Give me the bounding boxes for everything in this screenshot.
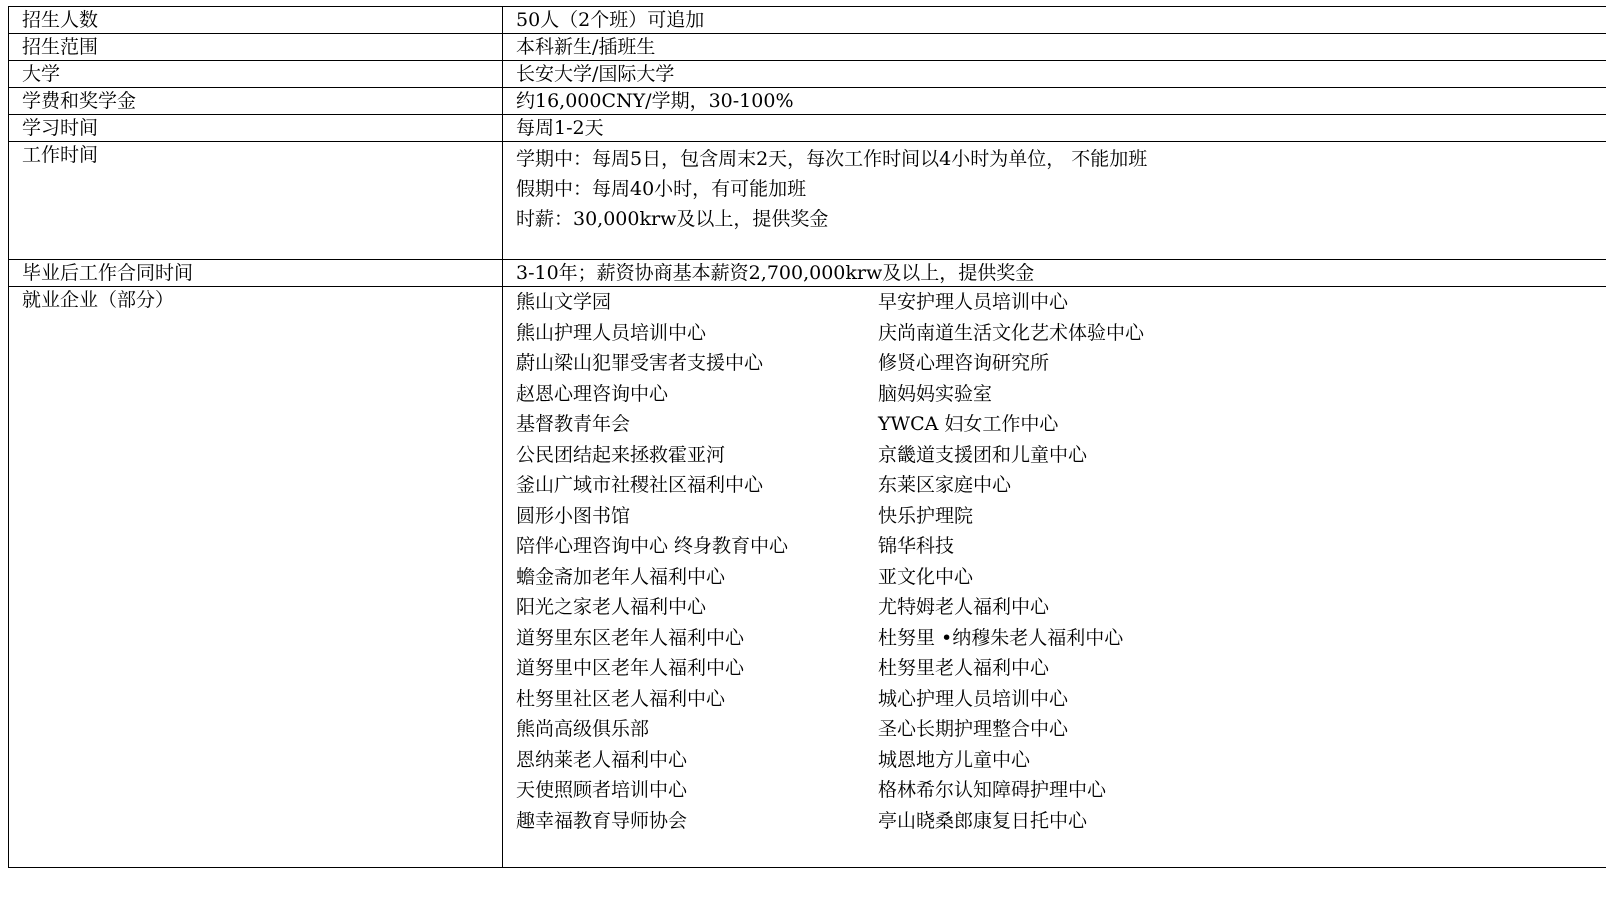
list-item: 熊山护理人员培训中心: [516, 321, 707, 344]
list-item: YWCA 妇女工作中心: [878, 413, 1059, 436]
list-item: 恩纳莱老人福利中心: [516, 748, 688, 771]
list-item: 锦华科技: [878, 535, 955, 558]
list-item: 公民团结起来拯救霍亚河: [516, 443, 726, 466]
list-item: 阳光之家老人福利中心: [516, 596, 707, 619]
scope-label: 招生范围: [9, 34, 503, 61]
list-item: 脑妈妈实验室: [878, 382, 993, 405]
work-time-line: 假期中：每周40小时，有可能加班: [516, 178, 807, 200]
list-item: 熊尚高级俱乐部: [516, 718, 650, 741]
list-item: 趣幸福教育导师协会: [516, 809, 688, 832]
contract-value: 3-10年；薪资协商基本薪资2,700,000krw及以上，提供奖金: [503, 260, 1606, 287]
tuition-label: 学费和奖学金: [9, 88, 503, 115]
table-row: [9, 88, 1606, 115]
list-item: 赵恩心理咨询中心: [516, 382, 669, 405]
list-item: 修贤心理咨询研究所: [878, 352, 1050, 375]
table-row: [9, 142, 1606, 260]
table-row: [9, 287, 1606, 868]
list-item: 道努里中区老年人福利中心: [516, 657, 745, 680]
list-item: 釜山广域市社稷社区福利中心: [516, 474, 764, 497]
work-time-line: 时薪：30,000krw及以上，提供奖金: [516, 208, 829, 230]
companies-label: 就业企业（部分）: [9, 287, 503, 868]
list-item: 亭山晓桑郎康复日托中心: [878, 809, 1088, 832]
list-item: 蟾金斋加老年人福利中心: [516, 565, 726, 588]
list-item: 杜努里社区老人福利中心: [516, 687, 726, 710]
info-table: [8, 6, 1606, 868]
study-time-label: 学习时间: [9, 115, 503, 142]
work-time-label: 工作时间: [9, 142, 503, 260]
list-item: 熊山文学园: [516, 291, 612, 314]
company-list: [516, 287, 1606, 836]
list-item: 基督教青年会: [516, 413, 631, 436]
table-row: [9, 61, 1606, 88]
list-item: 快乐护理院: [878, 504, 974, 527]
table-row: [9, 34, 1606, 61]
table-row: [9, 115, 1606, 142]
list-item: 蔚山梁山犯罪受害者支援中心: [516, 352, 764, 375]
list-item: 庆尚南道生活文化艺术体验中心: [878, 321, 1145, 344]
table-row: [9, 260, 1606, 287]
list-item: 东莱区家庭中心: [878, 474, 1012, 497]
list-item: 亚文化中心: [878, 565, 974, 588]
list-item: 杜努里 •纳穆朱老人福利中心: [878, 626, 1124, 649]
table-row: [9, 7, 1606, 34]
contract-label: 毕业后工作合同时间: [9, 260, 503, 287]
scope-value: 本科新生/插班生: [503, 34, 1606, 61]
companies-value: [503, 287, 1606, 868]
list-item: 格林希尔认知障碍护理中心: [878, 779, 1107, 802]
list-item: 尤特姆老人福利中心: [878, 596, 1050, 619]
enrollment-label: 招生人数: [9, 7, 503, 34]
list-item: 天使照顾者培训中心: [516, 779, 688, 802]
work-time-line: 学期中：每周5日，包含周末2天，每次工作时间以4小时为单位， 不能加班: [516, 148, 1148, 170]
enrollment-value: 50人（2个班）可追加: [503, 7, 1606, 34]
list-item: 杜努里老人福利中心: [878, 657, 1050, 680]
list-item: 圆形小图书馆: [516, 504, 631, 527]
list-item: 陪伴心理咨询中心 终身教育中心: [516, 535, 789, 558]
list-item: 道努里东区老年人福利中心: [516, 626, 745, 649]
list-item: 早安护理人员培训中心: [878, 291, 1069, 314]
work-time-value: [503, 142, 1606, 260]
tuition-value: 约16,000CNY/学期，30-100%: [503, 88, 1606, 115]
list-item: 京畿道支援团和儿童中心: [878, 443, 1088, 466]
university-label: 大学: [9, 61, 503, 88]
university-value: 长安大学/国际大学: [503, 61, 1606, 88]
list-item: 城心护理人员培训中心: [878, 687, 1069, 710]
study-time-value: 每周1-2天: [503, 115, 1606, 142]
list-item: 圣心长期护理整合中心: [878, 718, 1069, 741]
list-item: 城恩地方儿童中心: [878, 748, 1031, 771]
